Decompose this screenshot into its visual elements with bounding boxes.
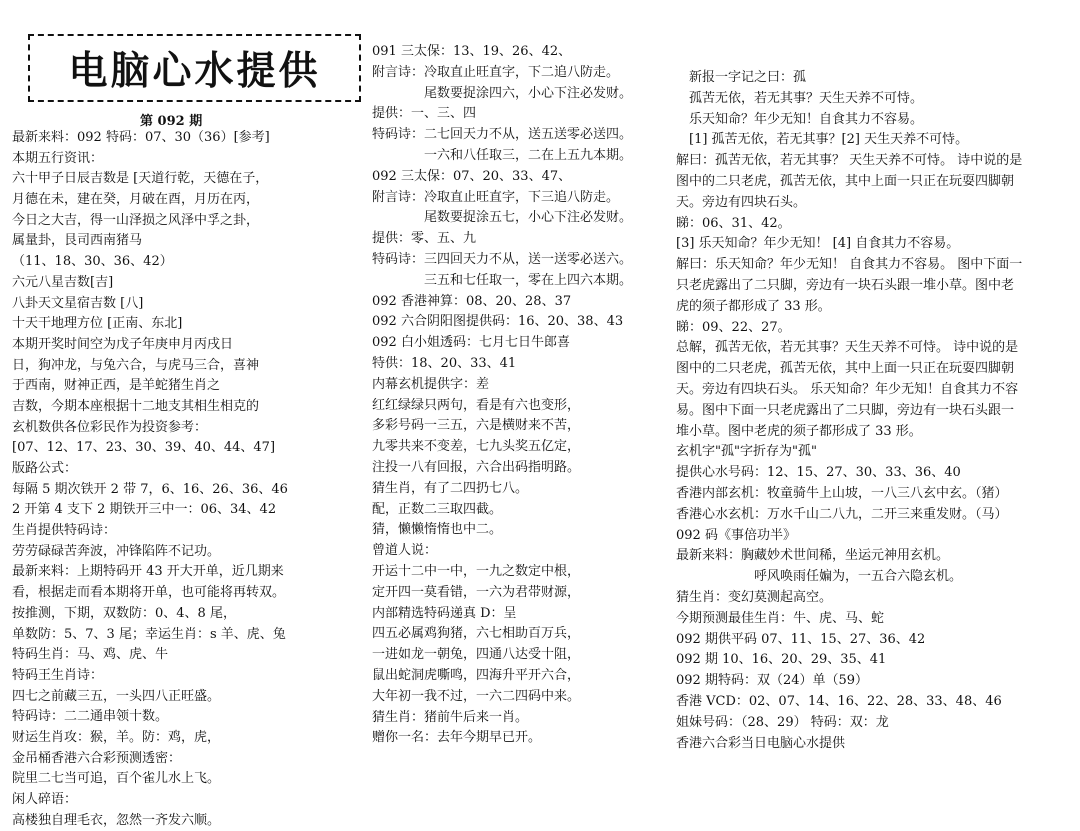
text-line: 2 开第 4 支下 2 期铁开三中一：06、34、42	[12, 502, 277, 518]
text-line: 092 六合阴阳图提供码：16、20、38、43	[372, 314, 624, 330]
text-line: 劳劳碌碌苦奔波，冲锋陷阵不记功。	[12, 543, 221, 559]
text-line: 尾数要捉涂四六，小心下注必发财。	[372, 85, 633, 101]
text-line: 092 码《事倍功半》	[676, 527, 796, 543]
text-line: 尾数要捉涂五七，小心下注必发财。	[372, 210, 633, 226]
text-line: 吉数，今期本座根据十二地支其相生相克的	[12, 398, 260, 414]
text-line: 六十甲子日辰吉数是 [天道行乾，天德在子，	[12, 171, 269, 187]
text-line: 赠你一名：去年今期早已开。	[372, 730, 542, 746]
text-line: 特供：18、20、33、41	[372, 355, 517, 371]
text-line: 新报一字记之曰：孤	[676, 70, 807, 85]
text-line: 月德在未，建在癸，月破在酉，月历在丙，	[12, 192, 260, 208]
text-line: 香港 VCD：02、07、14、16、22、28、33、48、46	[676, 693, 1002, 709]
text-line: 九零共来不变差，七九头奖五亿定，	[372, 439, 581, 455]
text-line: 乐天知命？年少无知！自食其力不容易。	[676, 111, 924, 127]
right-text-block	[676, 68, 1022, 754]
text-line: 092 白小姐透码：七月七日牛郎喜	[372, 335, 570, 351]
text-line: 曾道人说：	[372, 543, 438, 559]
text-line: 092 期 10、16、20、29、35、41	[676, 652, 887, 668]
text-line: 孤苦无依，若无其事？天生天养不可恃。	[676, 90, 924, 106]
text-line: 特码诗：二七回天力不从，送五送零必送四。	[372, 127, 633, 143]
text-line: 今日之大吉，得一山泽损之风泽中孚之卦，	[12, 212, 260, 228]
left-text-block	[12, 128, 288, 831]
text-line: 图中的二只老虎，孤苦无依，其中上面一只正在玩耍四脚朝	[676, 361, 1015, 377]
text-line: 解曰：乐天知命？年少无知！ 自食其力不容易。 图中下面一	[676, 257, 1023, 273]
text-line: 香港六合彩当日电脑心水提供	[676, 735, 846, 751]
text-line: 配，正数二三取四截。	[372, 501, 503, 517]
text-line: 十天干地理方位 [正南、东北]	[12, 316, 183, 332]
text-line: 猜生肖，有了二四扔七八。	[372, 480, 529, 496]
text-line: 天。旁边有四块石头。 乐天知命？年少无知！自食其力不容	[676, 381, 1019, 397]
text-line: 闲人碎语：	[12, 792, 78, 807]
text-line: 财运生肖攻：猴，羊。防：鸡，虎，	[12, 729, 221, 745]
middle-text-block	[372, 42, 632, 749]
text-line: 附言诗：冷取直止旺直字，下三追八防走。	[372, 189, 620, 205]
text-line: 猜生肖：变幻莫测起高空。	[676, 589, 833, 605]
text-line: 092 香港神算：08、20、28、37	[372, 293, 572, 309]
text-line: 单数防：5、7、3 尾；幸运生肖：s 羊、虎、兔	[12, 626, 286, 642]
text-line: 院里二七当可追，百个雀儿水上飞。	[12, 771, 221, 787]
text-line: （11、18、30、36、42）	[12, 254, 173, 270]
text-line: 一进如龙一朝兔，四通八达受十阻，	[372, 647, 581, 663]
text-line: 开运十二中一中，一九之数定中根，	[372, 563, 581, 579]
text-line: 最新来料：上期特码开 43 开大开单，近几期来	[12, 564, 284, 580]
text-line: 呼风唤雨任媥为，一五合六隐玄机。	[676, 569, 963, 585]
text-line: 睇：06、31、42。	[676, 215, 791, 231]
text-line: 提供：零、五、九	[372, 231, 477, 247]
text-line: 易。图中下面一只老虎露出了二只脚，旁边有一块石头跟一	[676, 402, 1015, 418]
text-line: 虎的须子都形成了 33 形。	[676, 298, 831, 314]
text-line: 生肖提供特码诗：	[12, 523, 117, 539]
text-line: 特码诗：三四回天力不从，送一送零必送六。	[372, 251, 633, 267]
text-line: 每隔 5 期次铁开 2 带 7，6、16、26、36、46	[12, 481, 288, 497]
text-line: 堆小草。图中老虎的须子都形成了 33 形。	[676, 423, 922, 439]
text-line: 092 期供平码 07、11、15、27、36、42	[676, 631, 926, 647]
text-line: [07、12、17、23、30、39、40、44、47]	[12, 440, 276, 456]
text-line: 按推测，下期，双数防：0、4、8 尾，	[12, 605, 236, 621]
text-line: 姐妹号码：（28、29） 特码：双：龙	[676, 714, 889, 730]
text-line: 日，狗冲龙，与兔六合，与虎马三合，喜神	[12, 357, 260, 373]
text-line: 看，根据走而看本期将开单，也可能将再转双。	[12, 585, 286, 601]
text-line: 本期五行资讯：	[12, 150, 104, 166]
text-line: [1] 孤苦无依，若无其事？[2] 天生天养不可恃。	[676, 132, 969, 148]
text-line: 四七之前藏三五，一头四八正旺盛。	[12, 688, 221, 704]
text-line: 红红绿绿只两句，看是有六也变形，	[372, 397, 581, 413]
text-line: 于西南，财神正西，是羊蛇猪生肖之	[12, 378, 221, 394]
text-line: 八卦天文星宿吉数 [八]	[12, 295, 144, 311]
text-line: 属量卦，艮司西南猪马	[12, 233, 143, 249]
text-line: 版路公式：	[12, 461, 78, 476]
text-line: 特码王生肖诗：	[12, 667, 104, 683]
text-line: 附言诗：冷取直止旺直字，下二追八防走。	[372, 64, 620, 80]
text-line: 内幕玄机提供字：差	[372, 376, 490, 392]
text-line: 一六和八任取三，二在上五九本期。	[372, 147, 633, 163]
text-line: 最新来料：092 特码：07、30（36）[参考]	[12, 130, 270, 145]
text-line: 提供心水号码：12、15、27、30、33、36、40	[676, 465, 961, 481]
text-line: 睇：09、22、27。	[676, 319, 791, 335]
text-line: 四五必属鸡狗猪，六七相助百万兵，	[372, 626, 581, 642]
text-line: 今期预测最佳生肖：牛、虎、马、蛇	[676, 610, 885, 626]
text-line: 金吊桶香港六合彩预测透密：	[12, 750, 182, 766]
text-line: 玄机数供各位彩民作为投资参考：	[12, 419, 208, 435]
text-line: 总解，孤苦无依，若无其事？天生天养不可恃。 诗中说的是	[676, 340, 1019, 356]
text-line: 特码生肖：马、鸡、虎、牛	[12, 647, 169, 663]
text-line: 大年初一我不过，一六二四码中来。	[372, 688, 581, 704]
text-line: 特码诗：二二通串领十数。	[12, 709, 169, 725]
text-line: 六元八星吉数[吉]	[12, 274, 114, 290]
text-line: 解曰：孤苦无依，若无其事？ 天生天养不可恃。 诗中说的是	[676, 153, 1023, 169]
text-line: 只老虎露出了二只脚，旁边有一块石头跟一堆小草。图中老	[676, 277, 1015, 293]
text-line: 092 期特码：双（24）单（59）	[676, 673, 869, 689]
text-line: 多彩号码一三五，六是横财来不苦，	[372, 418, 581, 434]
text-line: [3] 乐天知命？年少无知！ [4] 自食其力不容易。	[676, 236, 960, 252]
text-line: 最新来料：胸藏妙术世间稀，坐运元神用玄机。	[676, 548, 950, 564]
text-line: 三五和七任取一，零在上四六本期。	[372, 272, 633, 288]
text-line: 高楼独自理毛衣，忽然一齐发六顺。	[12, 812, 221, 828]
text-line: 本期开奖时间空为戊子年庚申月丙戌日	[12, 336, 234, 352]
text-line: 092 三太保：07、20、33、47、	[372, 168, 572, 184]
page-title: 电脑心水提供	[68, 49, 321, 94]
text-line: 定开四一莫看错，一六为君带财源，	[372, 584, 581, 600]
text-line: 图中的二只老虎，孤苦无依，其中上面一只正在玩耍四脚朝	[676, 173, 1015, 189]
text-line: 天。旁边有四块石头。	[676, 194, 807, 210]
text-line: 香港内部玄机：牧童骑牛上山坡，一八三八玄中玄。（猪）	[676, 485, 1008, 501]
text-line: 猜，懒懒惰惰也中二。	[372, 522, 503, 538]
text-line: 玄机字"孤"字折存为"孤"	[676, 444, 817, 460]
text-line: 提供：一、三、四	[372, 106, 477, 122]
text-line: 091 三太保：13、19、26、42、	[372, 44, 572, 59]
text-line: 猜生肖：猪前牛后来一肖。	[372, 709, 529, 725]
issue-number: 第 092 期	[140, 114, 203, 129]
text-line: 香港心水玄机：万水千山二八九，二开三来重发财。（马）	[676, 506, 1008, 522]
text-line: 注投一八有回报，六合出码指明路。	[372, 459, 581, 475]
text-line: 内部精选特码递真 D：呈	[372, 605, 517, 621]
title-banner	[28, 34, 361, 102]
text-line: 鼠出蛇洞虎嘶鸣，四海升平开六合，	[372, 667, 581, 683]
